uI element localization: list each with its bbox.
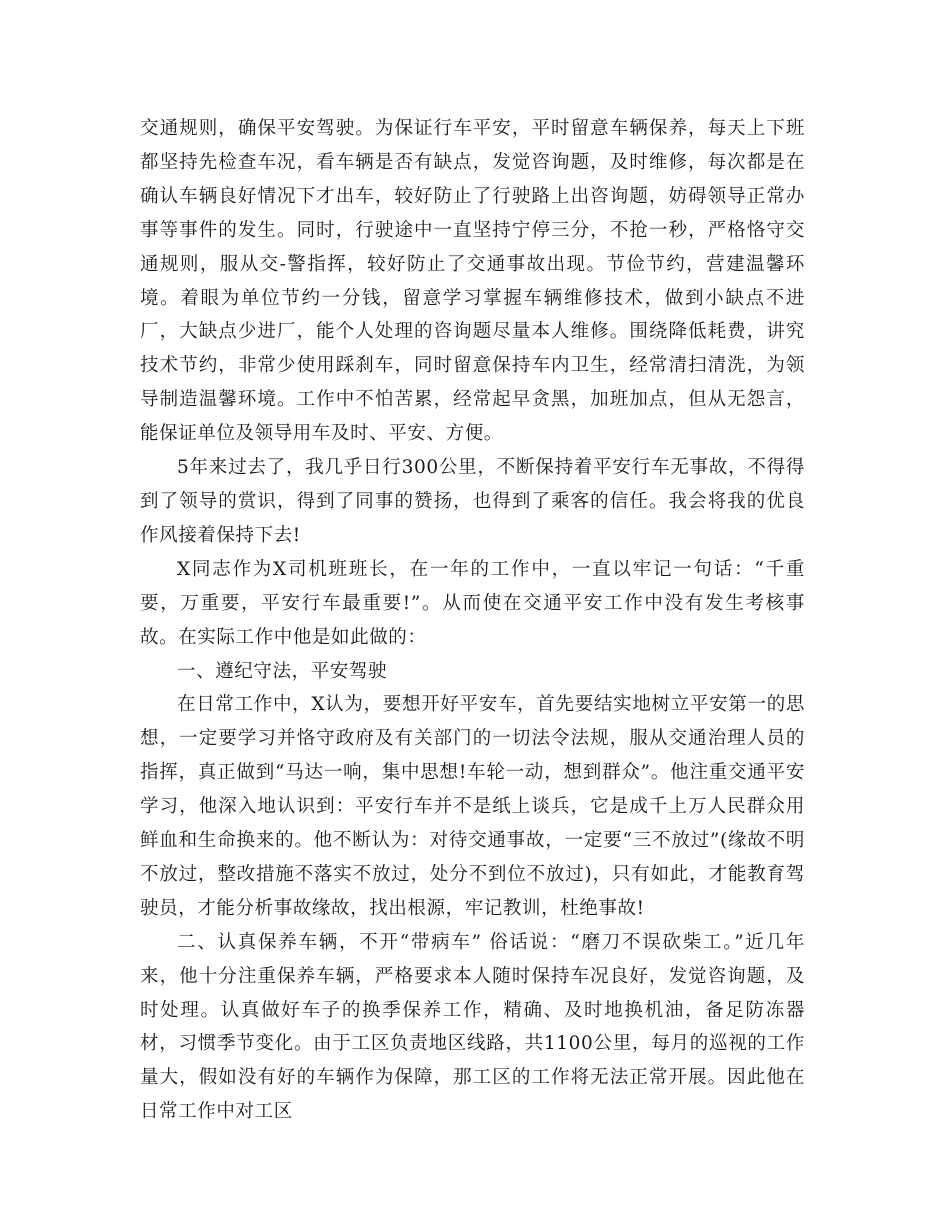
- document-body: [140, 112, 805, 1129]
- paragraph-2: 5年来过去了，我几乎日行300公里，不断保持着平安行车无事故，不得得到了领导的赏识，得到了同事的赞扬，也得到了乘客的信任。我会将我的优良作风接着保持下去!: [140, 457, 805, 546]
- section-heading-1: 一、遵纪守法，平安驾驶: [177, 660, 388, 682]
- paragraph-5: 二、认真保养车辆，不开“带病车” 俗话说：“磨刀不误砍柴工。”近几年来，他十分注重保养车辆，严格要求本人随时保持车况良好，发觉咨询题，及时处理。认真做好车子的换季保养工作，精确、及时地换机油，备足防冻器材，习惯季节变化。由于工区负责地区线路，共1100公里，每月的巡视的工作量大，假如没有好的车辆作为保障，那工区的工作将无法正常开展。因此他在日常工作中对工区: [140, 931, 805, 1123]
- paragraph-4: 在日常工作中，X认为，要想开好平安车，首先要结实地树立平安第一的思想，一定要学习并恪守政府及有关部门的一切法令法规，服从交通治理人员的指挥，真正做到“马达一响，集中思想!车轮一动，想到群众”。他注重交通平安学习，他深入地认识到：平安行车并不是纸上谈兵，它是成千上万人民群众用鲜血和生命换来的。他不断认为：对待交通事故，一定要“三不放过”(缘故不明不放过，整改措施不落实不放过，处分不到位不放过)，只有如此，才能教育驾驶员，才能分析事故缘故，找出根源，牢记教训，杜绝事故!: [140, 694, 805, 919]
- paragraph-3: X同志作为X司机班班长，在一年的工作中，一直以牢记一句话：“千重要，万重要，平安行车最重要!”。从而使在交通平安工作中没有发生考核事故。在实际工作中他是如此做的：: [140, 558, 805, 648]
- paragraph-1: 交通规则，确保平安驾驶。为保证行车平安，平时留意车辆保养，每天上下班都坚持先检查车况，看车辆是否有缺点，发觉咨询题，及时维修，每次都是在确认车辆良好情况下才出车，较好防止了行驶路上出咨询题，妨碍领导正常办事等事件的发生。同时，行驶途中一直坚持宁停三分，不抢一秒，严格恪守交通规则，服从交-警指挥，较好防止了交通事故出现。节俭节约，营建温馨环境。着眼为单位节约一分钱，留意学习掌握车辆维修技术，做到小缺点不进厂，大缺点少进厂，能个人处理的咨询题尽量本人维修。围绕降低耗费，讲究技术节约，非常少使用踩刹车，同时留意保持车内卫生，经常清扫清洗，为领导制造温馨环境。工作中不怕苦累，经常起早贪黑，加班加点，但从无怨言，能保证单位及领导用车及时、平安、方便。: [140, 118, 805, 445]
